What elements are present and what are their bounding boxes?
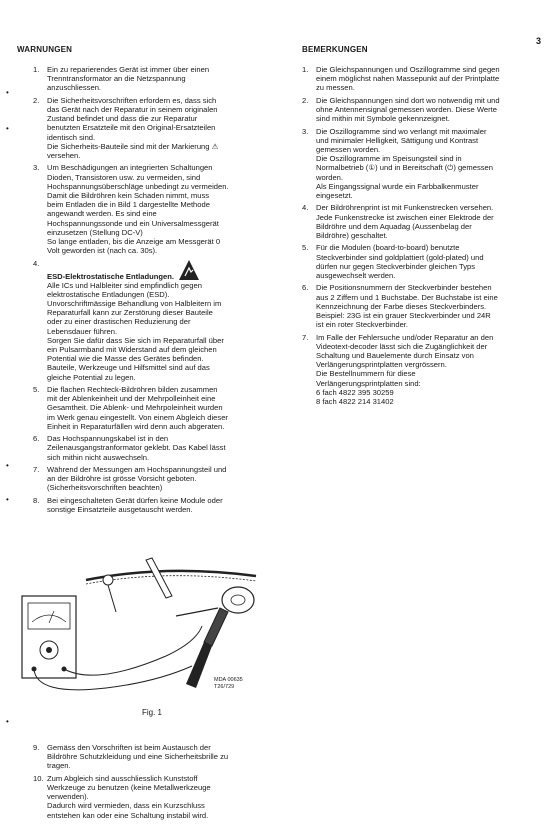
item-line: einem möglichst nahen Massepunkt auf der Printplatte (316, 74, 500, 84)
item-line: Beispiel: 23G ist ein grauer Steckverbinder und 24R (316, 311, 491, 321)
item-line: Alle ICs und Halbleiter sind empfindlich gegen (47, 280, 202, 290)
item-line: zu messen. (316, 83, 355, 93)
item-line: sonstige Einsatzteile ausgetauscht werden. (47, 505, 193, 515)
item-line: Sorgen Sie dafür dass Sie sich im Reparaturfall über (47, 335, 224, 345)
margin-dot: • (6, 717, 9, 726)
item-line: Bildröhre) geschaltet. (316, 231, 388, 241)
item-number: 4. (33, 258, 40, 268)
item-line: Einheit in Reparaturfällen wird denn auch abgeraten. (47, 421, 225, 431)
item-line: angewandt werden. Es sind eine (47, 209, 157, 219)
item-line: Zustand befindet und dass die zur Reparatur (47, 114, 198, 124)
item-line: Unvorschriftmässige Behandlung von Halbleitern im (47, 299, 222, 309)
list-item (302, 65, 542, 93)
list-item (33, 774, 278, 820)
item-line: elektrostatische Entladungen (ESD). (47, 289, 170, 299)
item-line: dürfen nur gegen Steckverbinder gleichen Typs (316, 261, 476, 271)
multimeter-display (28, 603, 70, 629)
list-item (33, 259, 278, 382)
item-line: einzusetzen (Stellung DC-V) (47, 227, 143, 237)
item-line: Für die Modulen (board-to-board) benutzte (316, 243, 460, 253)
item-line: identisch sind. (47, 132, 96, 142)
item-line: Die Gleichspannungen sind dort wo notwendig mit und (316, 95, 500, 105)
list-item (33, 465, 278, 493)
item-line: So lange entladen, bis die Anzeige am Messgerät 0 (47, 237, 221, 247)
item-line: versehen. (47, 151, 81, 161)
list-item (33, 496, 278, 514)
page-number: 3 (536, 36, 542, 46)
list-item (33, 743, 278, 771)
item-line: sind mithin mit Symbole gekennzeignet. (316, 114, 450, 124)
item-number: 5. (33, 385, 40, 395)
remarks-list (302, 65, 542, 409)
list-item (302, 283, 542, 329)
item-line: Das Hochspannungskabel ist in den (47, 434, 169, 444)
item-line: Während der Messungen am Hochspannungsteil und (47, 465, 227, 475)
item-line: entstehen kan oder eine Schaltung instabil wird. (47, 810, 209, 820)
item-line: oder zu einer drastischen Reduzierung der (47, 317, 191, 327)
item-line: worden. (316, 172, 344, 182)
item-line: das Gerät nach der Reparatur in seinem originalen (47, 105, 218, 114)
item-line: ohne Antennensignal gemessen worden. Diese Werte (316, 105, 497, 114)
item-title (47, 259, 278, 281)
item-number: 3. (302, 126, 309, 136)
list-item (302, 333, 542, 407)
list-item (302, 203, 542, 240)
figure-reference-line: T26/729 (214, 683, 235, 690)
item-line: Zum Abgleich sind ausschliesslich Kunststoff (47, 773, 198, 783)
item-line: benutzten Ersatzteile mit den Original-Ersatzteilen (47, 123, 216, 133)
item-line: Bildröhre und dem Aquadag (Aussenbelag der (316, 221, 472, 231)
item-line: Volt geworden ist (nach ca. 30s). (47, 246, 158, 256)
item-line: Verlängerungsprintplatten sind: (316, 378, 421, 388)
item-line: Als Eingangssignal wurde ein Farbbalkenmuster (316, 181, 479, 191)
item-number: 6. (302, 283, 309, 293)
esd-warning-icon (178, 259, 200, 281)
item-line: Die Sicherheits-Bauteile sind mit der Markierung ⚠ (47, 141, 219, 151)
item-line: Bildröhre Schutzkleidung und eine Sicherheitsbrille zu (47, 752, 229, 762)
item-line: Steckverbinder sind goldplattiert (gold-plated) und (316, 252, 484, 262)
item-number: 10. (33, 773, 44, 783)
item-line: Die flachen Rechteck-Bildröhren bilden zusammen (47, 385, 218, 395)
item-line: Schaltung und Bauelemente durch Einsatz von (316, 351, 474, 361)
item-line: 8 fach 4822 214 31402 (316, 397, 394, 407)
item-line: Dadurch wird vermieden, dass ein Kurzschluss (47, 801, 205, 811)
item-line: ausgewechselt werden. (316, 271, 396, 281)
item-line: Die Bestellnummern für diese (316, 369, 416, 379)
test-lead-v (64, 626, 202, 675)
item-line: 6 fach 4822 395 30259 (316, 387, 394, 397)
item-line: Die Oszillogramme sind wo verlangt mit maximaler (316, 126, 487, 136)
item-line: Die Oszillogramme im Speisungsteil sind in (316, 154, 462, 164)
item-line: Potential wie die Masse des Gerätes befinden. (47, 354, 204, 364)
margin-dot: • (6, 88, 9, 97)
list-item (33, 385, 278, 431)
high-voltage-probe-tip (146, 558, 172, 598)
item-line: Der Bildröhrenprint ist mit Funkenstrecken versehen. (316, 203, 494, 213)
item-line: tragen. (47, 761, 71, 771)
figure-reference-line: MDA 00635 (214, 677, 243, 683)
high-voltage-probe-handle (204, 608, 228, 646)
item-line: sich mithin nicht auswechseln. (47, 452, 150, 462)
item-line: Ein zu reparierendes Gerät ist immer über einen (47, 65, 210, 74)
item-number: 6. (33, 434, 40, 444)
margin-dot: • (6, 495, 9, 504)
item-line: mit der Ablenkeinheit und der Mehrpolleinheit eine (47, 394, 216, 404)
item-line: ist ein roter Steckverbinder. (316, 320, 409, 330)
item-line: Gesamtheit. Die Ablenk- und Mehrpoleinheit wurden (47, 403, 223, 413)
item-line: Die Gleichspannungen und Oszillogramme sind gegen (316, 65, 500, 74)
item-line: Kennzeichnung der Farbe dieses Steckverbinders. (316, 301, 487, 311)
item-line: beim Entladen die in Bild 1 dargestellte Methode (47, 200, 210, 210)
item-number: 4. (302, 203, 309, 213)
item-line: Bei eingeschalteten Gerät dürfen keine Module oder (47, 495, 223, 505)
item-line: Die Sicherheitsvorschriften erfordern es, dass sich (47, 95, 217, 105)
figure-caption: Fig. 1 (142, 708, 163, 717)
warnings-heading: WARNUNGEN (17, 45, 73, 54)
warnings-list (33, 65, 278, 517)
list-item (33, 434, 278, 462)
list-item (302, 243, 542, 280)
item-number: 1. (302, 65, 309, 74)
item-line: (Sicherheitsvorschriften beachten) (47, 483, 163, 493)
list-item (33, 65, 278, 93)
item-line: Bauteile, Werkzeuge und Hilfsmittel sind auf das (47, 363, 210, 373)
item-line: aus 2 Ziffern und 1 Buchstabe. Der Buchstabe ist eine (316, 292, 498, 302)
list-item (33, 163, 278, 255)
item-number: 9. (33, 743, 40, 752)
item-line: Normalbetrieb (①) und in Bereitschaft (⏻) gemessen (316, 163, 493, 173)
item-line: ein Pulsarmband mit Widerstand auf dem gleichen (47, 345, 217, 355)
item-line: eingesetzt. (316, 191, 353, 201)
item-line: an der Bildröhre ist grösse Vorsicht geboten. (47, 474, 197, 484)
high-voltage-probe-grip (186, 642, 212, 688)
item-line: Hochspannungssonde und ein Universalmessgerät (47, 218, 219, 228)
item-line: Hochspannungsüberschläge unbedingt zu vermeiden. (47, 181, 229, 191)
item-number: 8. (33, 495, 40, 505)
item-line: Trenntransformator an die Netzspannung (47, 74, 186, 84)
item-line: im Werk genau eingestellt. Von einem Abgleich dieser (47, 412, 228, 422)
ground-clip (103, 575, 113, 585)
item-number: 7. (33, 465, 40, 475)
margin-dot: • (6, 461, 9, 470)
item-line: Gemäss den Vorschriften ist beim Austausch der (47, 743, 211, 752)
item-line: Lebensdauer führen. (47, 326, 118, 336)
item-line: Im Falle der Fehlersuche und/oder Reparatur an den (316, 332, 494, 342)
item-line: Werkzeuge zu benutzen (keine Metallwerkzeuge (47, 783, 211, 792)
item-line: verwenden). (47, 792, 89, 802)
item-title-text: ESD-Elektrostatische Entladungen. (47, 271, 175, 281)
item-line: Reparaturfall kann zur Zerstörung dieser Bauteile (47, 308, 213, 318)
remarks-heading: BEMERKUNGEN (302, 45, 368, 54)
item-number: 2. (33, 95, 40, 105)
item-line: Die Positionsnummern der Steckverbinder bestehen (316, 283, 492, 293)
figure-reference (214, 677, 243, 690)
item-line: Videotext-decoder lässt sich die Zugänglichkeit der (316, 341, 488, 351)
margin-dot: • (6, 124, 9, 133)
item-number: 5. (302, 243, 309, 253)
warnings-list-continued (33, 743, 278, 823)
list-item (302, 96, 542, 124)
item-line: Damit die Bildröhren kein Schaden nimmt, muss (47, 191, 210, 201)
item-line: gleiche Potential zu legen. (47, 372, 136, 382)
list-item (33, 96, 278, 160)
item-line: und minimaler Helligkeit, Sättigung und Kontrast (316, 135, 479, 145)
item-line: gemessen worden. (316, 145, 381, 154)
item-number: 1. (33, 65, 40, 74)
item-line: Jede Funkenstrecke ist zwischen einer Elektrode der (316, 212, 494, 222)
item-number: 3. (33, 163, 40, 173)
item-line: Um Beschädigungen an integrierten Schaltungen (47, 163, 213, 173)
item-line: anzuschliessen. (47, 83, 102, 93)
item-line: Zeilenausgangstranformator geklebt. Das Kabel lässt (47, 443, 226, 453)
list-item (302, 127, 542, 201)
item-line: Verlängerungsprintplatten vergrössern. (316, 360, 447, 370)
item-number: 2. (302, 95, 309, 105)
item-number: 7. (302, 332, 309, 342)
item-line: Dioden, Transistoren usw. zu vermeiden, sind (47, 172, 201, 182)
